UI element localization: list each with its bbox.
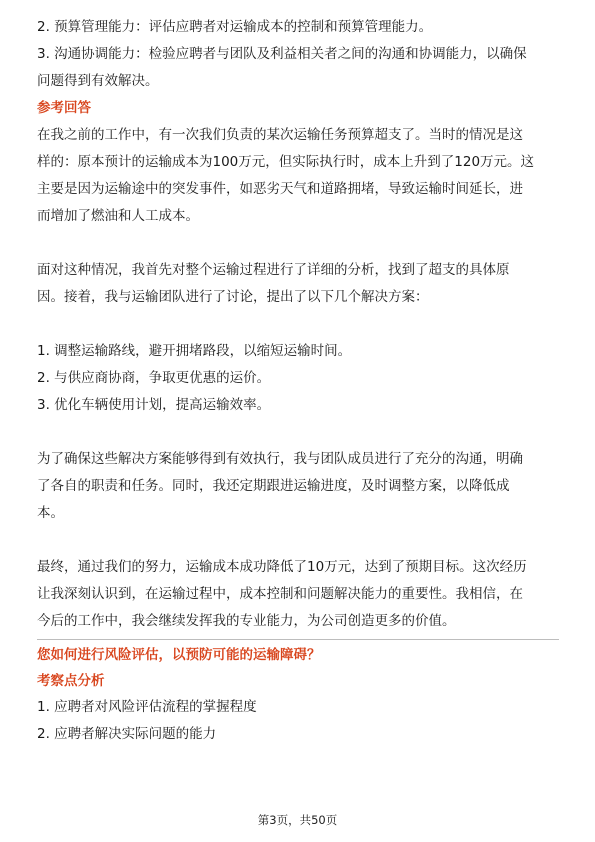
answer-heading: 参考回答 xyxy=(37,100,91,116)
analysis-item: 1. 应聘者对风险评估流程的掌握程度 xyxy=(37,699,257,715)
document-page xyxy=(37,14,559,748)
question-title: 您如何进行风险评估，以预防可能的运输障碍？ xyxy=(37,647,321,663)
page-footer: 第3页，共50页 xyxy=(257,813,338,827)
paragraph-line: 在我之前的工作中，有一次我们负责的某次运输任务预算超支了。当时的情况是这 xyxy=(37,127,523,143)
paragraph-line: 而增加了燃油和人工成本。 xyxy=(37,208,199,224)
list-item-continuation: 问题得到有效解决。 xyxy=(37,73,159,89)
paragraph-line: 样的：原本预计的运输成本为100万元，但实际执行时，成本上升到了120万元。这 xyxy=(37,154,535,170)
paragraph-line: 今后的工作中，我会继续发挥我的专业能力，为公司创造更多的价值。 xyxy=(37,613,456,629)
paragraph-line: 主要是因为运输途中的突发事件，如恶劣天气和道路拥堵，导致运输时间延长，进 xyxy=(37,181,523,197)
list-item: 3. 沟通协调能力：检验应聘者与团队及利益相关者之间的沟通和协调能力，以确保 xyxy=(37,46,527,62)
paragraph-line: 面对这种情况，我首先对整个运输过程进行了详细的分析，找到了超支的具体原 xyxy=(37,262,510,278)
paragraph-line: 最终，通过我们的努力，运输成本成功降低了10万元，达到了预期目标。这次经历 xyxy=(37,559,527,575)
paragraph-line: 了各自的职责和任务。同时，我还定期跟进运输进度，及时调整方案，以降低成 xyxy=(37,478,510,494)
solution-item: 3. 优化车辆使用计划，提高运输效率。 xyxy=(37,397,271,413)
analysis-heading: 考察点分析 xyxy=(37,673,105,689)
solution-item: 1. 调整运输路线，避开拥堵路段，以缩短运输时间。 xyxy=(37,343,352,359)
solution-item: 2. 与供应商协商，争取更优惠的运价。 xyxy=(37,370,271,386)
paragraph-line: 本。 xyxy=(37,505,64,521)
list-item: 2. 预算管理能力：评估应聘者对运输成本的控制和预算管理能力。 xyxy=(37,19,433,35)
paragraph-line: 因。接着，我与运输团队进行了讨论，提出了以下几个解决方案： xyxy=(37,289,429,305)
analysis-item: 2. 应聘者解决实际问题的能力 xyxy=(37,726,217,742)
paragraph-line: 让我深刻认识到，在运输过程中，成本控制和问题解决能力的重要性。我相信，在 xyxy=(37,586,523,602)
paragraph-line: 为了确保这些解决方案能够得到有效执行，我与团队成员进行了充分的沟通，明确 xyxy=(37,451,523,467)
section-divider xyxy=(37,639,559,640)
